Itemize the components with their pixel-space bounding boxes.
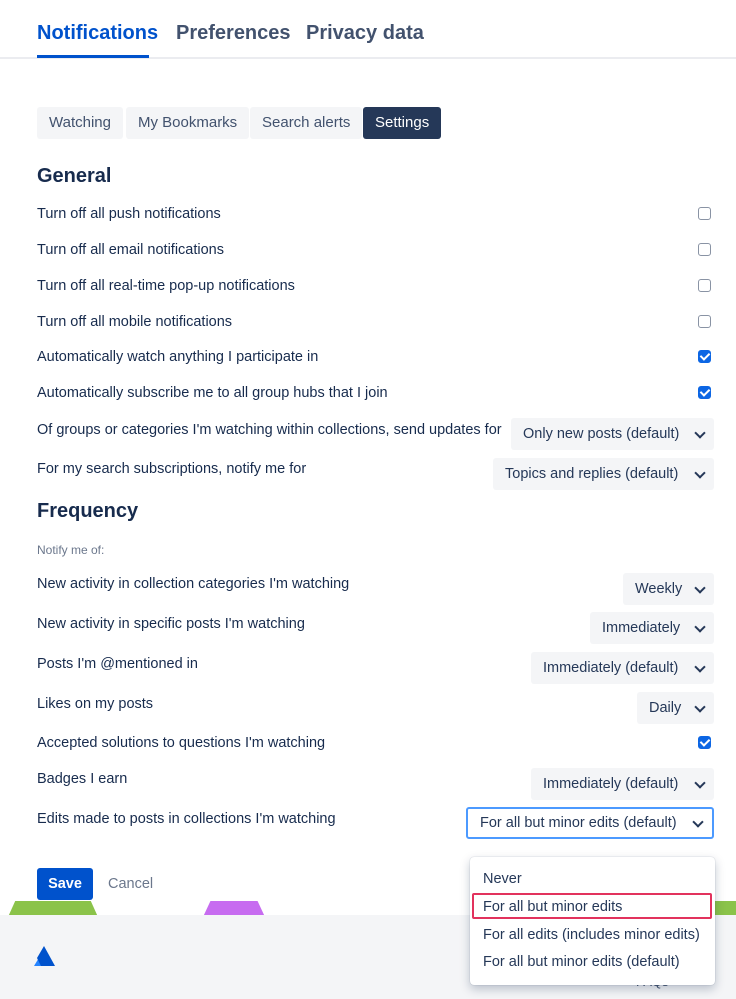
chevron-down-icon [694, 582, 705, 593]
active-tab-indicator [37, 55, 149, 58]
edits-label: Edits made to posts in collections I'm watching [37, 811, 336, 827]
tab-preferences[interactable]: Preferences [176, 22, 291, 44]
save-button[interactable]: Save [37, 868, 93, 900]
accepted-solutions-checkbox[interactable] [698, 736, 711, 749]
mentioned-value: Immediately (default) [543, 660, 679, 676]
top-tabs [0, 0, 736, 59]
email-notifications-checkbox[interactable] [698, 243, 711, 256]
edits-select[interactable] [466, 807, 714, 839]
badges-value: Immediately (default) [543, 776, 679, 792]
chevron-down-icon [694, 661, 705, 672]
tab-privacy-data[interactable]: Privacy data [306, 22, 424, 44]
edits-value: For all but minor edits (default) [480, 815, 677, 831]
push-notifications-checkbox[interactable] [698, 207, 711, 220]
auto-watch-checkbox[interactable] [698, 350, 711, 363]
auto-subscribe-checkbox[interactable] [698, 386, 711, 399]
tab-notifications[interactable]: Notifications [37, 22, 159, 44]
chevron-down-icon [694, 621, 705, 632]
specific-posts-label: New activity in specific posts I'm watching [37, 616, 305, 632]
chevron-down-icon [694, 701, 705, 712]
likes-value: Daily [649, 700, 682, 716]
dropdown-option-highlight [472, 893, 712, 919]
accepted-solutions-label: Accepted solutions to questions I'm watching [37, 735, 326, 751]
mobile-notifications-label: Turn off all mobile notifications [37, 314, 233, 330]
badges-label: Badges I earn [37, 771, 128, 787]
dropdown-option-all-edits[interactable]: For all edits (includes minor edits) [483, 927, 700, 943]
popup-notifications-label: Turn off all real-time pop-up notifications [37, 278, 295, 294]
push-notifications-label: Turn off all push notifications [37, 206, 221, 222]
notify-me-of-label: Notify me of: [37, 543, 105, 557]
cancel-button[interactable]: Cancel [108, 876, 154, 892]
likes-label: Likes on my posts [37, 696, 154, 712]
collection-updates-value: Only new posts (default) [523, 426, 680, 442]
subtab-search-alerts[interactable]: Search alerts [250, 107, 362, 139]
likes-select[interactable] [637, 692, 714, 724]
collection-categories-value: Weekly [635, 581, 683, 597]
edits-dropdown-menu [470, 857, 715, 985]
collection-categories-label: New activity in collection categories I'm watching [37, 576, 350, 592]
chevron-down-icon [694, 777, 705, 788]
specific-posts-value: Immediately [602, 620, 681, 636]
collection-updates-label: Of groups or categories I'm watching within collections, send updates for [37, 422, 502, 438]
subtab-settings[interactable]: Settings [363, 107, 441, 139]
chevron-down-icon [694, 467, 705, 478]
collection-updates-select[interactable] [511, 418, 714, 450]
mobile-notifications-checkbox[interactable] [698, 315, 711, 328]
search-subscriptions-value: Topics and replies (default) [505, 466, 679, 482]
mentioned-select[interactable] [531, 652, 714, 684]
specific-posts-select[interactable] [590, 612, 714, 644]
dropdown-option-all-but-minor-default[interactable]: For all but minor edits (default) [483, 954, 680, 970]
popup-notifications-checkbox[interactable] [698, 279, 711, 292]
subtab-my-bookmarks[interactable]: My Bookmarks [126, 107, 249, 139]
email-notifications-label: Turn off all email notifications [37, 242, 224, 258]
dropdown-option-all-but-minor[interactable]: For all but minor edits [483, 899, 623, 915]
atlassian-logo-icon [33, 944, 57, 968]
general-heading: General [37, 165, 112, 187]
chevron-down-icon [692, 816, 703, 827]
search-subscriptions-label: For my search subscriptions, notify me for [37, 461, 307, 477]
chevron-down-icon [694, 427, 705, 438]
subtab-watching[interactable]: Watching [37, 107, 123, 139]
auto-watch-label: Automatically watch anything I participate in [37, 349, 319, 365]
collection-categories-select[interactable] [623, 573, 714, 605]
dropdown-option-never[interactable]: Never [483, 871, 522, 887]
search-subscriptions-select[interactable] [493, 458, 714, 490]
mentioned-label: Posts I'm @mentioned in [37, 656, 198, 672]
frequency-heading: Frequency [37, 500, 139, 522]
auto-subscribe-label: Automatically subscribe me to all group hubs that I join [37, 385, 388, 401]
badges-select[interactable] [531, 768, 714, 800]
